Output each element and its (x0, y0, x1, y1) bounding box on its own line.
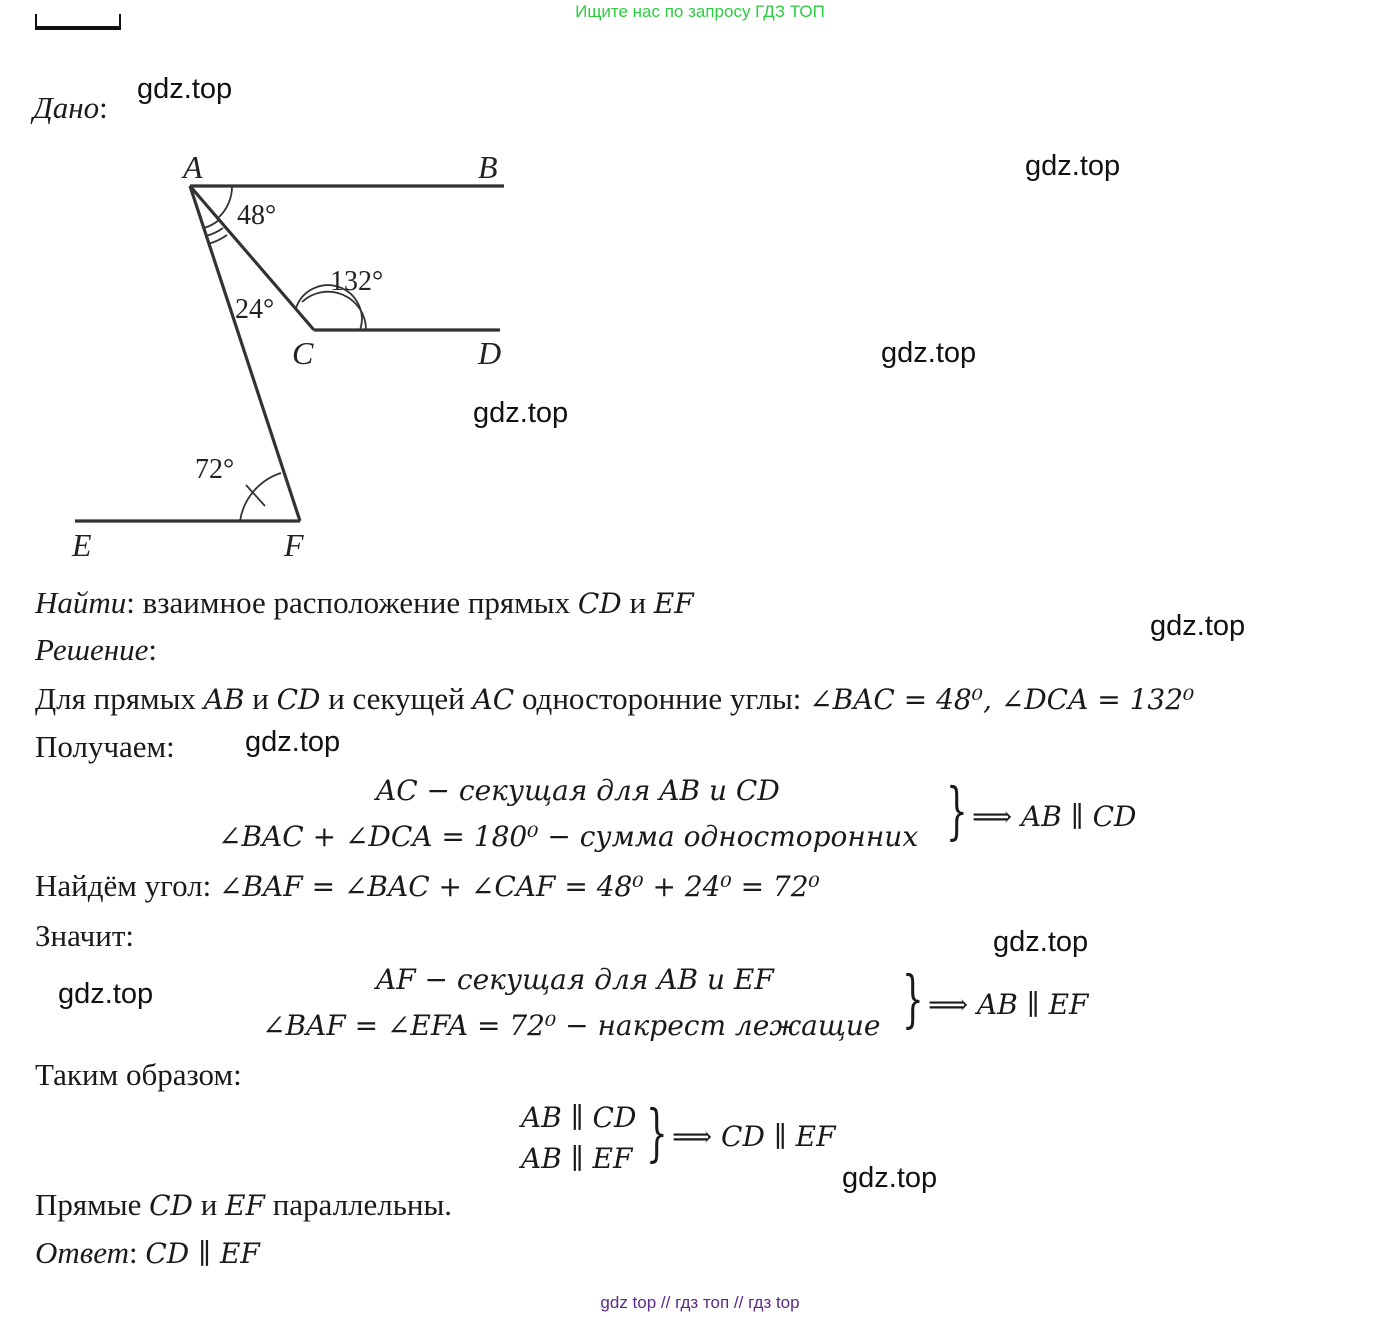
arc-efa (240, 473, 281, 521)
watermark: gdz.top (1025, 150, 1121, 182)
sys3-brace: } (646, 1096, 668, 1169)
sys1-line2: ∠BAC + ∠DCA = 180⁰ − сумма односторонних (218, 820, 919, 853)
watermark: gdz.top (245, 726, 341, 758)
point-d: D (478, 335, 502, 371)
point-b: B (478, 149, 498, 185)
arc-cad-2 (206, 228, 223, 236)
top-note: Ищите нас по запросу ГДЗ ТОП (575, 2, 825, 21)
point-a: A (183, 149, 203, 185)
watermark: gdz.top (473, 397, 569, 429)
sys3-result: ⟹ CD ∥ EF (672, 1120, 836, 1153)
means-line: Значит: (35, 918, 134, 953)
find-line: Найти: взаимное расположение прямых CD и EF (35, 585, 694, 620)
corner-mark (35, 14, 121, 30)
sys2-line1: AF − секущая для AB и EF (376, 963, 774, 996)
sys2-line2: ∠BAF = ∠EFA = 72⁰ − накрест лежащие (262, 1009, 881, 1042)
given-heading: Дано: (33, 90, 108, 125)
watermark: gdz.top (137, 73, 233, 105)
sys1-result: ⟹ AB ∥ CD (972, 800, 1137, 833)
point-e: E (72, 527, 92, 563)
point-c: C (292, 335, 314, 371)
point-f: F (284, 527, 304, 563)
watermark: gdz.top (993, 926, 1089, 958)
arc-bac (218, 186, 232, 218)
sys3-line2: AB ∥ EF (521, 1142, 633, 1175)
sys1-line1: AC − секущая для AB и CD (376, 774, 780, 807)
sys3-line1: AB ∥ CD (521, 1101, 637, 1134)
angle-cad-label: 24° (235, 294, 275, 325)
sys2-brace: } (902, 962, 924, 1035)
sys2-result: ⟹ AB ∥ EF (928, 988, 1089, 1021)
angle-dca-label: 132° (330, 266, 384, 297)
watermark: gdz.top (58, 978, 154, 1010)
watermark: gdz.top (842, 1162, 938, 1194)
footer-links: gdz top // гдз топ // гдз top (600, 1293, 800, 1312)
arc-dca-2 (302, 292, 366, 330)
conclusion-line: Прямые CD и EF параллельны. (35, 1187, 453, 1222)
thus-line: Таким образом: (35, 1057, 242, 1092)
angle-bac-label: 48° (237, 200, 277, 231)
angle-efa-label: 72° (195, 454, 235, 485)
arc-cad (204, 220, 219, 228)
watermark: gdz.top (881, 337, 977, 369)
find-angle-line: Найдём угол: ∠BAF = ∠BAC + ∠CAF = 48⁰ + 24⁰ = 72⁰ (35, 868, 820, 903)
answer-line: Ответ: CD ∥ EF (35, 1235, 260, 1270)
obtain-line: Получаем: (35, 729, 175, 764)
step1-line: Для прямых AB и CD и секущей AC односторонние углы: ∠BAC = 48⁰, ∠DCA = 132⁰ (35, 681, 1195, 716)
watermark: gdz.top (1150, 610, 1246, 642)
sys1-brace: } (946, 774, 968, 847)
geometry-figure (40, 140, 550, 570)
arc-cad-3 (208, 235, 227, 244)
solution-heading: Решение: (35, 632, 157, 667)
